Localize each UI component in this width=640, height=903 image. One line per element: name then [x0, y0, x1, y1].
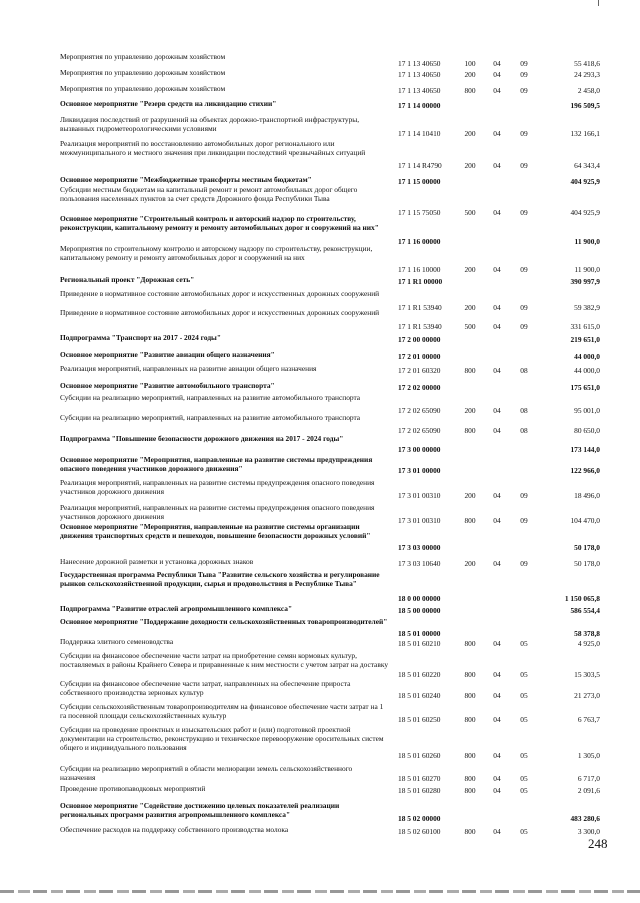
amount: 404 925,9: [570, 208, 600, 217]
table-row: [0, 333, 640, 345]
target-code: 17 3 03 10640: [398, 559, 441, 568]
item-name: Реализация мероприятий, направленных на развитие системы предупреждения опасного поведения участников дорожного движения: [60, 503, 375, 521]
section-code: 04: [493, 322, 501, 331]
subsection-code: 09: [520, 265, 528, 274]
item-name: Субсидии на реализацию мероприятий, направленных на развитие автомобильного транспорта: [60, 413, 361, 422]
amount: 18 496,0: [574, 491, 600, 500]
item-name: Основное мероприятие "Поддержание доходности сельскохозяйственных товаропроизводителей": [60, 617, 388, 626]
table-row: [0, 139, 640, 174]
section-code: 04: [493, 639, 501, 648]
amount: 50 178,0: [574, 543, 600, 552]
section-code: 04: [493, 86, 501, 95]
amount: 104 470,0: [570, 516, 600, 525]
table-row: [0, 478, 640, 503]
table-row: [0, 679, 640, 701]
target-code: 18 5 02 60100: [398, 827, 441, 836]
target-code: 17 1 15 75050: [398, 208, 441, 217]
expense-type: 500: [464, 208, 476, 217]
subsection-code: 09: [520, 491, 528, 500]
amount: 50 178,0: [574, 559, 600, 568]
amount: 404 925,9: [570, 177, 600, 186]
amount: 196 509,5: [570, 101, 600, 110]
subsection-code: 09: [520, 129, 528, 138]
amount: 6 717,0: [577, 774, 600, 783]
expense-type: 800: [464, 715, 476, 724]
target-code: 18 5 01 60220: [398, 670, 441, 679]
item-name: Региональный проект "Дорожная сеть": [60, 275, 195, 284]
item-name: Реализация мероприятий, направленных на развитие авиации общего назначения: [60, 364, 317, 373]
expense-type: 200: [464, 265, 476, 274]
item-name: Приведение в нормативное состояние автомобильных дорог и искусственных дорожных сооружений: [60, 289, 380, 298]
expense-type: 800: [464, 751, 476, 760]
target-code: 17 2 02 00000: [398, 383, 441, 392]
item-name: Мероприятия по строительному контролю и авторскому надзору по строительству, реконструкции, капитальному ремонту и ремонту автомобильных дорог и сооружений на них: [60, 244, 373, 262]
item-name: Основное мероприятие "Развитие автомобильного транспорта": [60, 381, 275, 390]
amount: 11 900,0: [574, 237, 600, 246]
expense-type: 200: [464, 70, 476, 79]
table-row: [0, 801, 640, 825]
amount: 1 305,0: [577, 751, 600, 760]
table-row: [0, 244, 640, 276]
amount: 2 091,6: [577, 786, 600, 795]
expense-type: 200: [464, 303, 476, 312]
table-row: [0, 84, 640, 96]
target-code: 17 3 01 00000: [398, 466, 441, 475]
page-number: 248: [588, 836, 608, 851]
amount: 3 300,0: [577, 827, 600, 836]
item-name: Ликвидация последствий от разрушений на объектах дорожно-транспортной инфраструктуры, вызванных гидрометеорологическими условиями: [60, 115, 360, 133]
table-row: [0, 764, 640, 784]
target-code: 17 1 14 R4790: [398, 161, 442, 170]
amount: 21 273,0: [574, 691, 600, 700]
table-row: [0, 617, 640, 637]
item-name: Подпрограмма "Повышение безопасности дорожного движения на 2017 - 2024 годы": [60, 434, 344, 443]
target-code: 17 2 01 60320: [398, 366, 441, 375]
item-name: Мероприятия по управлению дорожным хозяйством: [60, 84, 226, 93]
subsection-code: 05: [520, 827, 528, 836]
table-row: [0, 434, 640, 456]
target-code: 17 1 R1 00000: [398, 277, 443, 286]
subsection-code: 05: [520, 786, 528, 795]
table-row: [0, 308, 640, 334]
table-row: [0, 604, 640, 616]
target-code: 17 2 01 00000: [398, 352, 441, 361]
expense-type: 800: [464, 774, 476, 783]
expense-type: 800: [464, 366, 476, 375]
amount: 483 280,6: [570, 814, 600, 823]
expense-type: 200: [464, 129, 476, 138]
table-row: [0, 637, 640, 649]
target-code: 17 3 01 00310: [398, 516, 441, 525]
amount: 11 900,0: [574, 265, 600, 274]
table-row: [0, 214, 640, 248]
amount: 331 615,0: [570, 322, 600, 331]
table-row: [0, 725, 640, 762]
section-code: 04: [493, 265, 501, 274]
table-row: [0, 651, 640, 681]
table-row: [0, 275, 640, 287]
target-code: 18 5 02 00000: [398, 814, 441, 823]
item-name: Поддержка элитного семеноводства: [60, 637, 174, 646]
section-code: 04: [493, 774, 501, 783]
amount: 15 303,5: [574, 670, 600, 679]
table-row: [0, 99, 640, 111]
expense-type: 200: [464, 491, 476, 500]
amount: 175 651,0: [570, 383, 600, 392]
target-code: 18 5 01 60280: [398, 786, 441, 795]
target-code: 17 1 14 00000: [398, 101, 441, 110]
section-code: 04: [493, 59, 501, 68]
section-code: 04: [493, 827, 501, 836]
item-name: Основное мероприятие "Резерв средств на ликвидацию стихии": [60, 99, 277, 108]
section-code: 04: [493, 559, 501, 568]
scan-tick-mark: [598, 0, 599, 6]
section-code: 04: [493, 208, 501, 217]
subsection-code: 05: [520, 774, 528, 783]
item-name: Проведение противопаводковых мероприятий: [60, 784, 206, 793]
item-name: Мероприятия по управлению дорожным хозяйством: [60, 52, 226, 61]
table-row: [0, 825, 640, 837]
subsection-code: 09: [520, 86, 528, 95]
section-code: 04: [493, 691, 501, 700]
section-code: 04: [493, 786, 501, 795]
subsection-code: 09: [520, 559, 528, 568]
expense-type: 800: [464, 670, 476, 679]
expense-type: 800: [464, 86, 476, 95]
section-code: 04: [493, 406, 501, 415]
expense-type: 800: [464, 639, 476, 648]
section-code: 04: [493, 751, 501, 760]
table-row: [0, 115, 640, 141]
amount: 59 382,9: [574, 303, 600, 312]
subsection-code: 09: [520, 70, 528, 79]
amount: 122 966,0: [570, 466, 600, 475]
item-name: Реализация мероприятий по восстановлению автомобильных дорог регионального или межмуниципального и местного значения при ликвидации последствий чрезвычайных ситуаций: [60, 139, 366, 157]
target-code: 17 1 13 40650: [398, 59, 441, 68]
item-name: Подпрограмма "Транспорт на 2017 - 2024 годы": [60, 333, 221, 342]
table-row: [0, 455, 640, 477]
target-code: 17 1 16 00000: [398, 237, 441, 246]
amount: 80 650,0: [574, 426, 600, 435]
target-code: 17 1 16 10000: [398, 265, 441, 274]
expense-type: 800: [464, 827, 476, 836]
amount: 55 418,6: [574, 59, 600, 68]
subsection-code: 08: [520, 366, 528, 375]
item-name: Субсидии на проведение проектных и изыскательских работ и (или) подготовкой проектной документации на строительство, реконструкцию и техническое перевооружение оросительных систем общего и индивидуального пользования: [60, 725, 384, 752]
subsection-code: 09: [520, 303, 528, 312]
amount: 24 293,3: [574, 70, 600, 79]
item-name: Основное мероприятие "Межбюджетные трансферты местным бюджетам": [60, 175, 312, 184]
target-code: 18 5 01 60270: [398, 774, 441, 783]
amount: 390 997,9: [570, 277, 600, 286]
subsection-code: 05: [520, 639, 528, 648]
subsection-code: 09: [520, 322, 528, 331]
item-name: Субсидии местным бюджетам на капитальный ремонт и ремонт автомобильных дорог общего пользования населенных пунктов за счет средств Дорожного фонда Республики Тыва: [60, 185, 358, 203]
table-row: [0, 702, 640, 724]
item-name: Основное мероприятие "Мероприятия, направленные на развитие системы предупреждения опасного поведения участников дорожного движения": [60, 455, 373, 473]
table-row: [0, 381, 640, 393]
amount: 44 000,0: [574, 366, 600, 375]
subsection-code: 08: [520, 406, 528, 415]
expense-type: 100: [464, 59, 476, 68]
section-code: 04: [493, 426, 501, 435]
target-code: 17 2 02 65090: [398, 406, 441, 415]
expense-type: 500: [464, 322, 476, 331]
item-name: Нанесение дорожной разметки и установка дорожных знаков: [60, 557, 254, 566]
section-code: 04: [493, 303, 501, 312]
item-name: Основное мероприятие "Мероприятия, направленные на развитие системы организации движения транспортных средств и пешеходов, повышение безопасности дорожных условий": [60, 522, 371, 540]
amount: 219 651,0: [570, 335, 600, 344]
amount: 132 166,1: [570, 129, 600, 138]
section-code: 04: [493, 161, 501, 170]
expense-type: 200: [464, 406, 476, 415]
target-code: 17 3 00 00000: [398, 445, 441, 454]
item-name: Субсидии сельскохозяйственным товаропроизводителям на финансовое обеспечение части затрат на 1 га посевной площади сельскохозяйственных культур: [60, 702, 384, 720]
item-name: Субсидии на реализацию мероприятий, направленных на развитие автомобильного транспорта: [60, 393, 361, 402]
subsection-code: 09: [520, 161, 528, 170]
target-code: 18 5 01 60260: [398, 751, 441, 760]
amount: 64 343,4: [574, 161, 600, 170]
item-name: Основное мероприятие "Развитие авиации общего назначения": [60, 350, 275, 359]
section-code: 04: [493, 129, 501, 138]
item-name: Государственная программа Республики Тыва "Развитие сельского хозяйства и регулирование рынков сельскохозяйственной продукции, сырья и продовольствия в Республике Тыва": [60, 570, 380, 588]
table-row: [0, 784, 640, 796]
subsection-code: 09: [520, 516, 528, 525]
target-code: 18 5 01 00000: [398, 629, 441, 638]
subsection-code: 05: [520, 751, 528, 760]
expense-type: 200: [464, 559, 476, 568]
section-code: 04: [493, 670, 501, 679]
table-row: [0, 350, 640, 362]
table-row: [0, 364, 640, 376]
amount: 586 554,4: [570, 606, 600, 615]
item-name: Реализация мероприятий, направленных на развитие системы предупреждения опасного поведения участников дорожного движения: [60, 478, 375, 496]
target-code: 17 1 R1 53940: [398, 303, 442, 312]
amount: 1 150 065,8: [564, 594, 600, 603]
section-code: 04: [493, 491, 501, 500]
amount: 58 378,8: [574, 629, 600, 638]
item-name: Основное мероприятие "Строительный контроль и авторский надзор по строительству, реконструкции, капитальному ремонту и ремонту автомобильных дорог и сооружений на них": [60, 214, 379, 232]
table-row: [0, 68, 640, 80]
target-code: 17 3 01 00310: [398, 491, 441, 500]
item-name: Приведение в нормативное состояние автомобильных дорог и искусственных дорожных сооружений: [60, 308, 380, 317]
target-code: 17 1 14 10410: [398, 129, 441, 138]
item-name: Основное мероприятие "Содействие достижению целевых показателей реализации региональных программ развития агропромышленного комплекса": [60, 801, 340, 819]
item-name: Субсидии на реализацию мероприятий в области мелиорации земель сельскохозяйственного назначения: [60, 764, 353, 782]
table-row: [0, 557, 640, 569]
target-code: 18 0 00 00000: [398, 594, 441, 603]
expense-type: 800: [464, 691, 476, 700]
subsection-code: 09: [520, 208, 528, 217]
subsection-code: 08: [520, 426, 528, 435]
target-code: 17 1 13 40650: [398, 70, 441, 79]
target-code: 17 2 02 65090: [398, 426, 441, 435]
target-code: 17 3 03 00000: [398, 543, 441, 552]
amount: 2 458,0: [577, 86, 600, 95]
target-code: 18 5 00 00000: [398, 606, 441, 615]
expense-type: 800: [464, 426, 476, 435]
section-code: 04: [493, 366, 501, 375]
item-name: Мероприятия по управлению дорожным хозяйством: [60, 68, 226, 77]
target-code: 18 5 01 60240: [398, 691, 441, 700]
expense-type: 800: [464, 786, 476, 795]
item-name: Субсидии на финансовое обеспечение части затрат, направленных на обеспечение прироста собственного производства зерновых культур: [60, 679, 351, 697]
subsection-code: 05: [520, 715, 528, 724]
table-row: [0, 522, 640, 554]
item-name: Субсидии на финансовое обеспечение части затрат на приобретение семян кормовых культур, поставляемых в районы Крайнего Севера и приравненные к ним местности с учетом затрат на доставку: [60, 651, 389, 669]
subsection-code: 05: [520, 670, 528, 679]
target-code: 18 5 01 60210: [398, 639, 441, 648]
table-row: [0, 570, 640, 604]
expense-type: 200: [464, 161, 476, 170]
target-code: 17 2 00 00000: [398, 335, 441, 344]
subsection-code: 05: [520, 691, 528, 700]
target-code: 17 1 15 00000: [398, 177, 441, 186]
section-code: 04: [493, 516, 501, 525]
section-code: 04: [493, 715, 501, 724]
amount: 4 925,0: [577, 639, 600, 648]
section-code: 04: [493, 70, 501, 79]
target-code: 18 5 01 60250: [398, 715, 441, 724]
amount: 6 763,7: [577, 715, 600, 724]
amount: 95 001,0: [574, 406, 600, 415]
amount: 173 144,0: [570, 445, 600, 454]
subsection-code: 09: [520, 59, 528, 68]
expense-type: 800: [464, 516, 476, 525]
target-code: 17 1 R1 53940: [398, 322, 442, 331]
target-code: 17 1 13 40650: [398, 86, 441, 95]
scan-edge-border: [0, 890, 640, 893]
item-name: Подпрограмма "Развитие отраслей агропромышленного комплекса": [60, 604, 293, 613]
item-name: Обеспечение расходов на поддержку собственного производства молока: [60, 825, 289, 834]
amount: 44 000,0: [574, 352, 600, 361]
